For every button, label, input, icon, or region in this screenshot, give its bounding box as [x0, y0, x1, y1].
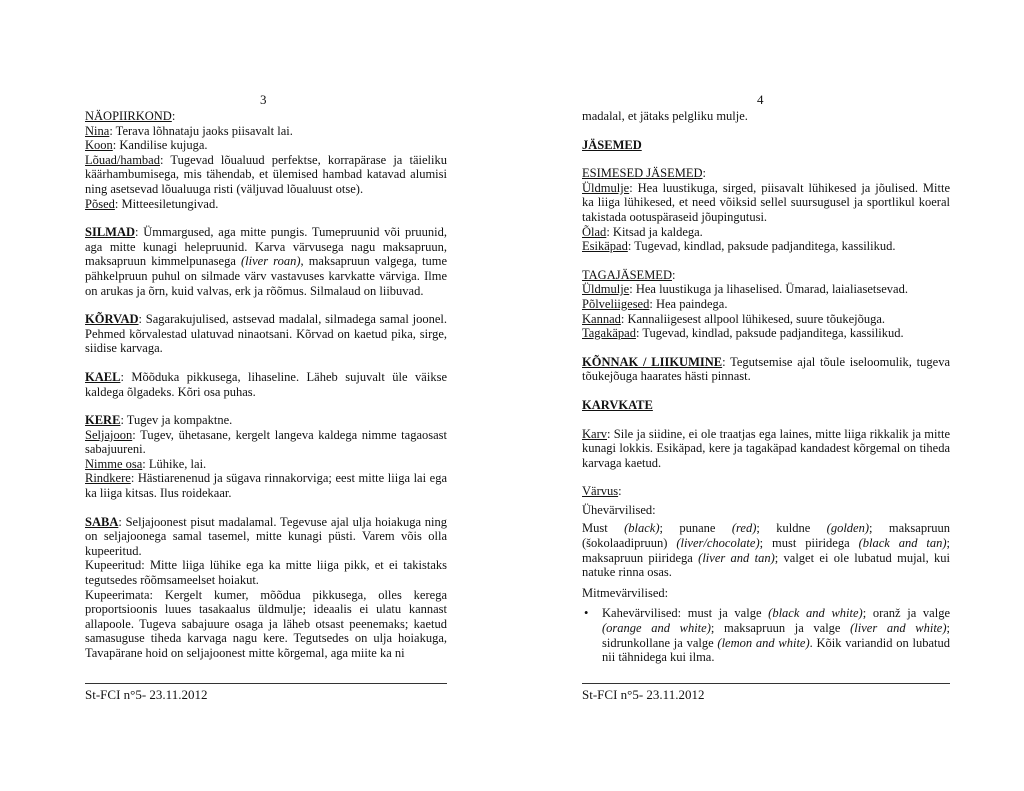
- rindkere-label: Rindkere: [85, 471, 131, 486]
- mitmevarvilised-line: Mitmevärvilised:: [582, 585, 669, 600]
- color-text: ; punane: [659, 521, 732, 536]
- color-text: ; maksapruun piiridega: [582, 536, 950, 565]
- esikapad-label: Esikäpad: [582, 239, 628, 254]
- e-uldmulje-text: : Hea luustikuga, sirged, piisavalt lühikesed ja jõulised. Mitte ka liiga lühikesed, et need võiksid sellel suursugusel ja sportlikul koeral takistada ootuspäraseid jõupingutusi.: [582, 180, 950, 224]
- nina-text: : Terava lõhnataju jaoks piisavalt lai.: [109, 123, 293, 138]
- uhevarvilised-line: Ühevärvilised:: [582, 502, 656, 517]
- esimesed-heading-line: ESIMESED JÄSEMED:: [582, 166, 706, 181]
- karvkate-heading-line: [582, 398, 950, 413]
- polve-label: Põlveliigesed: [582, 296, 650, 311]
- bicolor-text: ; maksapruun ja valge: [710, 621, 851, 636]
- jasemed-heading: JÄSEMED: [582, 137, 642, 152]
- section-nao-heading: NÄOPIIRKOND:: [85, 109, 176, 123]
- konnak-text: : Tegutsemise ajal tõule iseloomulik, tugeva tõukejõuga haarates hästi pinnast.: [582, 354, 950, 384]
- bicolor-italic: (lemon and white): [717, 635, 810, 650]
- silmad-italic: (liver roan): [241, 254, 301, 269]
- page-number: 3: [260, 92, 267, 107]
- saba-text: : Seljajoonest pisut madalamal. Tegevuse ajal ulja hoiakuga ning on seljajoonega samal tasemel, mitte kunagi püsti. Varem võis olla kupeeritud.: [85, 514, 447, 558]
- page-4: [582, 0, 950, 791]
- page-number: 4: [757, 92, 764, 107]
- color-italic: (liver/chocolate): [676, 536, 760, 551]
- konnak-label: KÕNNAK / LIIKUMINE: [582, 354, 723, 369]
- kael-paragraph: [85, 370, 447, 399]
- e-uldmulje-label: Üldmulje: [582, 180, 630, 195]
- korvad-text: : Sagarakujulised, astsevad madalal, silmadega samal joonel. Pehmed kõrvalestad ulatuvad ninaotsani. Kõrvad on kaetud pika, sirge, siidise karvaga.: [85, 312, 447, 356]
- varvus-colon: :: [618, 484, 622, 499]
- kupeerimata-paragraph: Kupeerimata: Kergelt kumer, mõõdua pikkusega, olles kerega proportsioonis luues tasakaalus üldmulje; ideaalis ei ulatu kannast allapoole. Tugeva sabajuure osaga ja läheb otsast peenemaks; kaetud samasuguse tiheda karvaga nagu kere. Tegutsedes on ulja hoiakuga, Tavapärane hoid on seljajoonest mitte kõrgemal, aga miite ka ni: [85, 587, 447, 660]
- seljajoon-label: Seljajoon: [85, 427, 133, 442]
- korvad-label: KÕRVAD: [85, 312, 139, 327]
- seljajoon-paragraph: [85, 428, 447, 457]
- seljajoon-text: : Tugev, ühetasane, kergelt langeva kaldega nimme tagaosast sabajuureni.: [85, 427, 447, 457]
- nina-label: Nina: [85, 123, 110, 138]
- nimme-text: : Lühike, lai.: [142, 456, 207, 471]
- saba-paragraph: [85, 515, 447, 559]
- t-uldmulje-paragraph: [582, 282, 950, 297]
- color-italic: (black): [624, 521, 660, 536]
- koon-text: : Kandilise kujuga.: [112, 138, 208, 153]
- bicolor-text: ; sidrunkollane ja valge: [602, 621, 950, 650]
- page-footer: St-FCI n°5- 23.11.2012: [85, 683, 447, 703]
- karv-text: : Sile ja siidine, ei ole traatjas ega laines, mitte liiga rikkalik ja mitte kunagi lokkis. Esikäpad, kere ja tagakäpad kandadest kõrgemal on tiheda karvaga kaetud.: [582, 426, 950, 470]
- page-content: [582, 109, 950, 665]
- korvad-paragraph: [85, 312, 447, 356]
- page-footer: St-FCI n°5- 23.11.2012: [582, 683, 950, 703]
- e-uldmulje-paragraph: [582, 181, 950, 225]
- tagajasemed-heading: TAGAJÄSEMED: [582, 267, 672, 282]
- kere-label: KERE: [85, 413, 121, 428]
- tagakapad-paragraph: [582, 326, 950, 341]
- olad-label: Õlad: [582, 224, 607, 239]
- bicolor-italic: (black and white): [768, 606, 863, 621]
- tagakapad-text: : Tugevad, kindlad, paksude padjanditega, kassilikud.: [635, 326, 904, 341]
- louad-text: : Tugevad lõualuud perfektse, korrapärase ja täieliku käärhambumisega, mis tähendab, et ülemised hambad katavad alumisi ning asetsevad lõualuuga risti (väljuvad lõualuust otse).: [85, 152, 447, 196]
- kannad-label: Kannad: [582, 311, 621, 326]
- color-text: Must: [582, 521, 625, 536]
- kannad-text: : Kannaliigesest allpool lühikesed, suure tõukejõuga.: [620, 311, 886, 326]
- kael-label: KAEL: [85, 369, 121, 384]
- louad-label: Lõuad/hambad: [85, 152, 160, 167]
- karv-paragraph: [582, 427, 950, 471]
- nimme-label: Nimme osa: [85, 456, 143, 471]
- bicolor-list-item: [582, 606, 950, 664]
- bicolor-text: . Kõik variandid on lubatud nii tähnidega kui ilma.: [602, 635, 950, 665]
- tagakapad-label: Tagakäpad: [582, 326, 636, 341]
- nimme-paragraph: [85, 457, 447, 472]
- polve-paragraph: [582, 297, 950, 312]
- olad-paragraph: [582, 225, 950, 240]
- bicolor-italic: (liver and white): [850, 621, 947, 636]
- color-italic: (liver and tan): [698, 550, 775, 565]
- silmad-text-1: : Ümmargused, aga mitte pungis. Tumepruunid või pruunid, aga mitte kunagi helepruunid. Karva värvusega nagu maksapruun, maksapruun kimmelpunasega: [85, 225, 447, 269]
- color-text: ; valget ei ole lubatud mujal, kui natuke rinna osas.: [582, 550, 950, 580]
- color-italic: (black and tan): [858, 536, 947, 551]
- rindkere-paragraph: [85, 471, 447, 500]
- kere-paragraph: [85, 413, 447, 428]
- color-text: ; kuldne: [756, 521, 827, 536]
- page-3: [85, 0, 447, 791]
- esimesed-heading: ESIMESED JÄSEMED: [582, 166, 703, 181]
- nina-paragraph: [85, 124, 447, 139]
- varvus-line: [582, 484, 950, 499]
- silmad-paragraph: [85, 225, 447, 298]
- color-text: ; maksapruun (šokolaadipruun): [582, 521, 950, 551]
- bullet-icon: •: [584, 606, 589, 621]
- bicolor-text: ; oranž ja valge: [862, 606, 951, 621]
- polve-text: : Hea paindega.: [649, 296, 728, 311]
- rindkere-text: : Hästiarenenud ja sügava rinnakorviga; eest mitte liiga lai ega ka liiga kitsas. Ilus roidekaar.: [85, 471, 447, 501]
- silmad-label: SILMAD: [85, 225, 136, 240]
- colors-paragraph: [582, 521, 950, 579]
- louad-paragraph: [85, 153, 447, 197]
- silmad-text-2: , maksapruun valgega, tume pähkelpruun puhul on silmade värv vastavuses karvkatte värviga. Ilme on arukas ja õrn, kuid valvas, erk ja rõõmus. Silmalaud on liibuvad.: [85, 254, 447, 298]
- kupeeritud-paragraph: Kupeeritud: Mitte liiga lühike ega ka mitte liiga pikk, et ei takistaks tegutsedes rõõmsameelset hoiakut.: [85, 558, 447, 588]
- bicolor-text: Kahevärvilised: must ja valge: [602, 606, 769, 621]
- posed-text: : Mitteesiletungivad.: [114, 196, 219, 211]
- color-italic: (golden): [826, 521, 870, 536]
- t-uldmulje-text: : Hea luustikuga ja lihaselised. Ümarad, laialiasetsevad.: [629, 282, 908, 297]
- kere-text: : Tugev ja kompaktne.: [120, 413, 233, 428]
- posed-paragraph: [85, 197, 447, 212]
- posed-label: Põsed: [85, 196, 115, 211]
- esikapad-paragraph: [582, 239, 950, 254]
- varvus-label: Värvus: [582, 484, 619, 499]
- koon-label: Koon: [85, 138, 113, 153]
- tagajasemed-heading-line: TAGAJÄSEMED:: [582, 267, 676, 282]
- kael-text: : Mõõduka pikkusega, lihaseline. Läheb sujuvalt üle väikse kaldega õlgadeks. Kõri osa puhas.: [85, 369, 447, 399]
- nao-heading: NÄOPIIRKOND: [85, 109, 172, 123]
- color-text: ; must piiridega: [759, 536, 859, 551]
- olad-text: : Kitsad ja kaldega.: [606, 224, 703, 239]
- saba-label: SABA: [85, 514, 119, 529]
- bicolor-italic: (orange and white): [602, 621, 711, 636]
- color-italic: (red): [731, 521, 757, 536]
- esikapad-text: : Tugevad, kindlad, paksude padjanditega, kassilikud.: [627, 239, 896, 254]
- continuation-text: madalal, et jätaks pelgliku mulje.: [582, 109, 748, 123]
- konnak-paragraph: [582, 355, 950, 384]
- jasemed-heading-line: [582, 138, 950, 153]
- koon-paragraph: [85, 138, 447, 153]
- t-uldmulje-label: Üldmulje: [582, 282, 630, 297]
- page-content: [85, 109, 447, 661]
- karvkate-heading: KARVKATE: [582, 397, 653, 412]
- kannad-paragraph: [582, 312, 950, 327]
- karv-label: Karv: [582, 426, 607, 441]
